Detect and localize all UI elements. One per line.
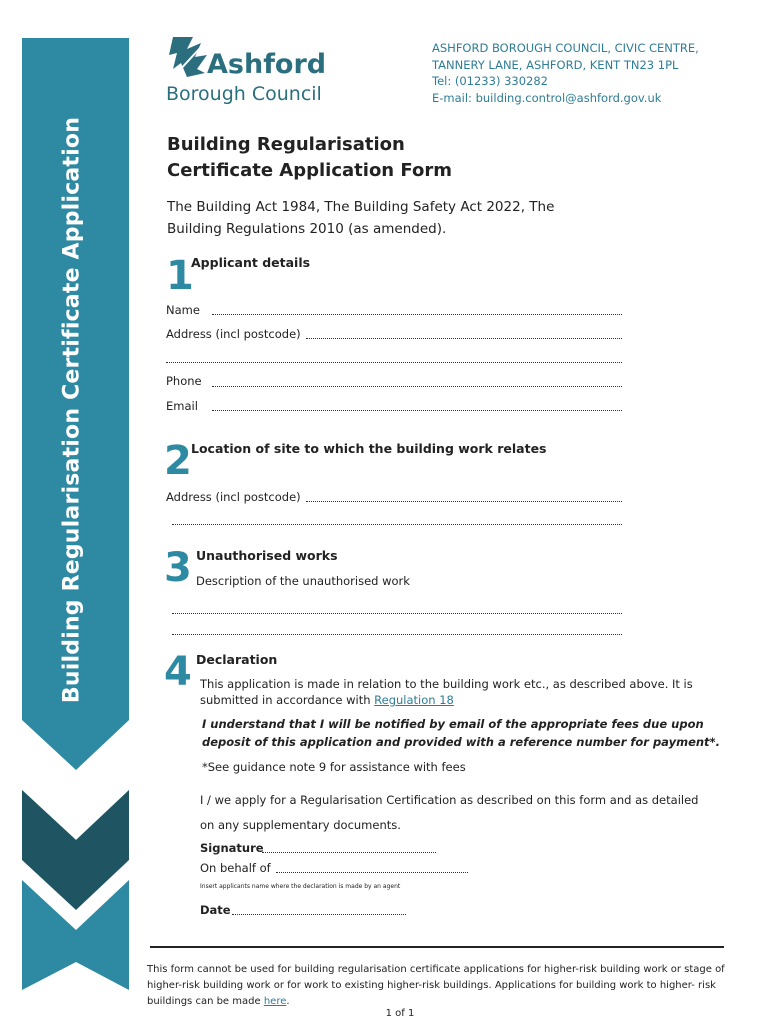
apply-statement-line1: I / we apply for a Regularisation Certification as described on this form and as detailed <box>200 793 699 807</box>
description-field-line1[interactable] <box>172 613 622 614</box>
fee-notice <box>202 715 720 751</box>
subtitle-line: The Building Act 1984, The Building Safety Act 2022, The <box>167 199 555 215</box>
on-behalf-field[interactable] <box>276 872 468 873</box>
signature-field[interactable] <box>262 852 436 853</box>
section-number: 2 <box>164 438 192 484</box>
site-address-label: Address (incl postcode) <box>166 490 301 504</box>
declaration-text <box>200 676 693 708</box>
name-label: Name <box>166 303 200 317</box>
council-logo <box>165 33 330 105</box>
date-field[interactable] <box>232 914 406 915</box>
fee-notice-line: I understand that I will be notified by email of the appropriate fees due upon <box>202 717 704 731</box>
phone-field[interactable] <box>212 386 622 387</box>
contact-email: E-mail: building.control@ashford.gov.uk <box>432 90 662 105</box>
email-field[interactable] <box>212 410 622 411</box>
footer-text: This form cannot be used for building regularisation certificate applications for higher-risk building work or stage of higher-risk building work or for work to existing higher-risk buildings. Applications for building work to higher- risk buildings can be made <box>147 964 725 1007</box>
form-subtitle <box>167 196 554 240</box>
declaration-line <box>200 692 693 708</box>
title-line: Building Regularisation <box>167 134 405 155</box>
contact-line: ASHFORD BOROUGH COUNCIL, CIVIC CENTRE, <box>432 41 699 55</box>
side-banner <box>0 0 140 1024</box>
leaf-logo-icon <box>167 33 211 85</box>
signature-label: Signature <box>200 841 264 855</box>
section-title: Applicant details <box>191 255 311 270</box>
on-behalf-label: On behalf of <box>200 861 271 875</box>
address-field[interactable] <box>306 338 622 339</box>
page-number: 1 of 1 <box>385 1008 415 1019</box>
section-number: 4 <box>164 649 192 695</box>
footer-notice <box>147 962 737 1010</box>
declaration-line-text: submitted in accordance with <box>200 693 371 707</box>
contact-line: TANNERY LANE, ASHFORD, KENT TN23 1PL <box>432 57 679 72</box>
site-address-field-line2[interactable] <box>172 524 622 525</box>
email-label: Email <box>166 399 198 413</box>
section-title: Declaration <box>196 652 278 667</box>
banner-title: Building Regularisation Certificate Application <box>59 116 85 704</box>
declaration-line: This application is made in relation to the building work etc., as described above. It is <box>200 677 693 691</box>
regulation-18-link[interactable]: Regulation 18 <box>374 693 454 707</box>
section-title: Unauthorised works <box>196 548 338 563</box>
apply-statement-line2: on any supplementary documents. <box>200 818 401 832</box>
here-link[interactable]: here <box>263 996 287 1007</box>
address-label: Address (incl postcode) <box>166 327 301 341</box>
phone-label: Phone <box>166 374 202 388</box>
site-address-field[interactable] <box>306 501 622 502</box>
subtitle-line: Building Regulations 2010 (as amended). <box>167 221 447 237</box>
name-field[interactable] <box>212 314 622 315</box>
title-line: Certificate Application Form <box>167 160 452 181</box>
date-label: Date <box>200 903 231 917</box>
form-title <box>167 132 452 184</box>
on-behalf-note: Insert applicants name where the declaration is made by an agent <box>200 883 401 890</box>
description-field-line2[interactable] <box>172 634 622 635</box>
logo-name: Ashford <box>207 49 327 80</box>
description-label: Description of the unauthorised work <box>196 574 410 588</box>
guidance-note: *See guidance note 9 for assistance with fees <box>202 760 466 774</box>
footer-rule <box>150 946 724 948</box>
contact-phone: Tel: (01233) 330282 <box>432 74 548 88</box>
address-field-line2[interactable] <box>166 362 622 363</box>
contact-block <box>432 40 699 106</box>
section-number: 1 <box>166 253 194 299</box>
section-title: Location of site to which the building work relates <box>191 441 547 456</box>
logo-subtitle: Borough Council <box>166 83 322 105</box>
footer-end: . <box>286 996 290 1007</box>
section-number: 3 <box>164 545 192 591</box>
fee-notice-line: deposit of this application and provided with a reference number for payment*. <box>202 735 720 749</box>
